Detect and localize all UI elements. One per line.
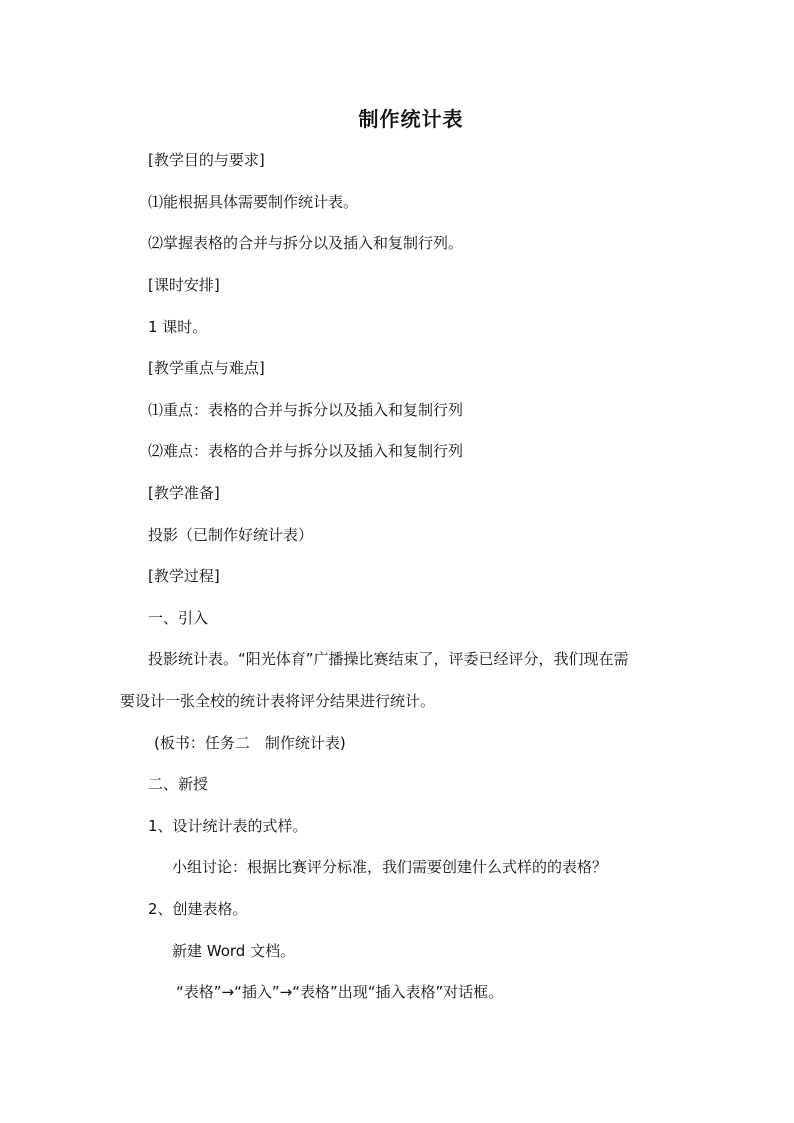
- key-point-item: ⑴重点：表格的合并与拆分以及插入和复制行列: [148, 401, 464, 419]
- subsection-create-table: 2、创建表格。: [148, 900, 248, 918]
- section-heading-preparation: [教学准备]: [148, 484, 220, 502]
- intro-paragraph-line-2: 要设计一张全校的统计表将评分结果进行统计。: [120, 692, 436, 710]
- new-document-text: 新建 Word 文档。: [172, 942, 296, 960]
- step-heading-intro: 一、引入: [148, 609, 209, 627]
- blackboard-note: (板书：任务二 制作统计表): [154, 734, 346, 752]
- section-heading-key-points: [教学重点与难点]: [148, 359, 265, 377]
- intro-paragraph-line-1: 投影统计表。“阳光体育”广播操比赛结束了，评委已经评分，我们现在需: [148, 650, 629, 668]
- subsection-design-style: 1、设计统计表的式样。: [148, 817, 308, 835]
- difficulty-item: ⑵难点：表格的合并与拆分以及插入和复制行列: [148, 442, 464, 460]
- group-discussion-text: 小组讨论：根据比赛评分标准，我们需要创建什么式样的的表格？: [172, 858, 608, 876]
- document-title: 制作统计表: [358, 107, 464, 131]
- preparation-text: 投影（已制作好统计表）: [148, 526, 314, 544]
- schedule-text: 1 课时。: [148, 318, 208, 336]
- objective-item-2: ⑵掌握表格的合并与拆分以及插入和复制行列。: [148, 234, 464, 252]
- section-heading-schedule: [课时安排]: [148, 276, 220, 294]
- section-heading-process: [教学过程]: [148, 567, 220, 585]
- objective-item-1: ⑴能根据具体需要制作统计表。: [148, 193, 359, 211]
- section-heading-objectives: [教学目的与要求]: [148, 151, 265, 169]
- step-heading-new-lesson: 二、新授: [148, 775, 209, 793]
- menu-path-text: “表格”→“插入”→“表格”出现“插入表格”对话框。: [176, 983, 504, 1001]
